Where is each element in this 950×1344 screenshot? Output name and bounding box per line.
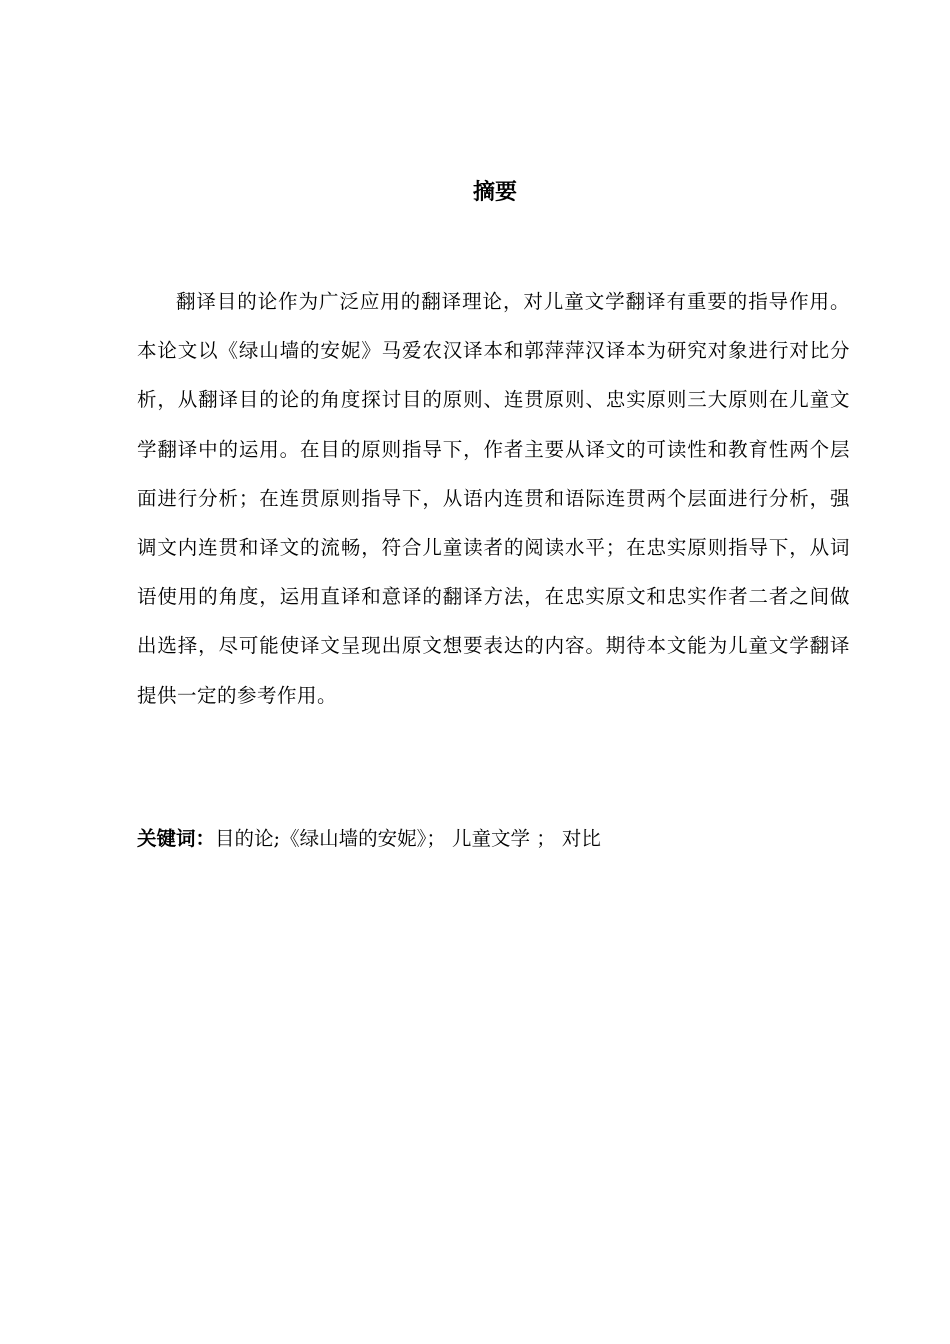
abstract-title: 摘要 — [472, 180, 517, 205]
abstract-body: 翻译目的论作为广泛应用的翻译理论，对儿童文学翻译有重要的指导作用。本论文以《绿山墙的安妮》马爱农汉译本和郭萍萍汉译本为研究对象进行对比分析，从翻译目的论的角度探讨目的原则、连贯原则、忠实原则三大原则在儿童文学翻译中的运用。在目的原则指导下，作者主要从译文的可读性和教育性两个层面进行分析；在连贯原则指导下，从语内连贯和语际连贯两个层面进行分析，强调文内连贯和译文的流畅，符合儿童读者的阅读水平；在忠实原则指导下，从词语使用的角度，运用直译和意译的翻译方法，在忠实原文和忠实作者二者之间做出选择，尽可能使译文呈现出原文想要表达的内容。期待本文能为儿童文学翻译提供一定的参考作用。 — [137, 290, 850, 707]
keywords-label: 关键词： — [137, 827, 216, 850]
keywords-line — [137, 821, 850, 857]
keywords-text: 目的论;《绿山墙的安妮》； 儿童文学 ； 对比 — [215, 827, 601, 850]
